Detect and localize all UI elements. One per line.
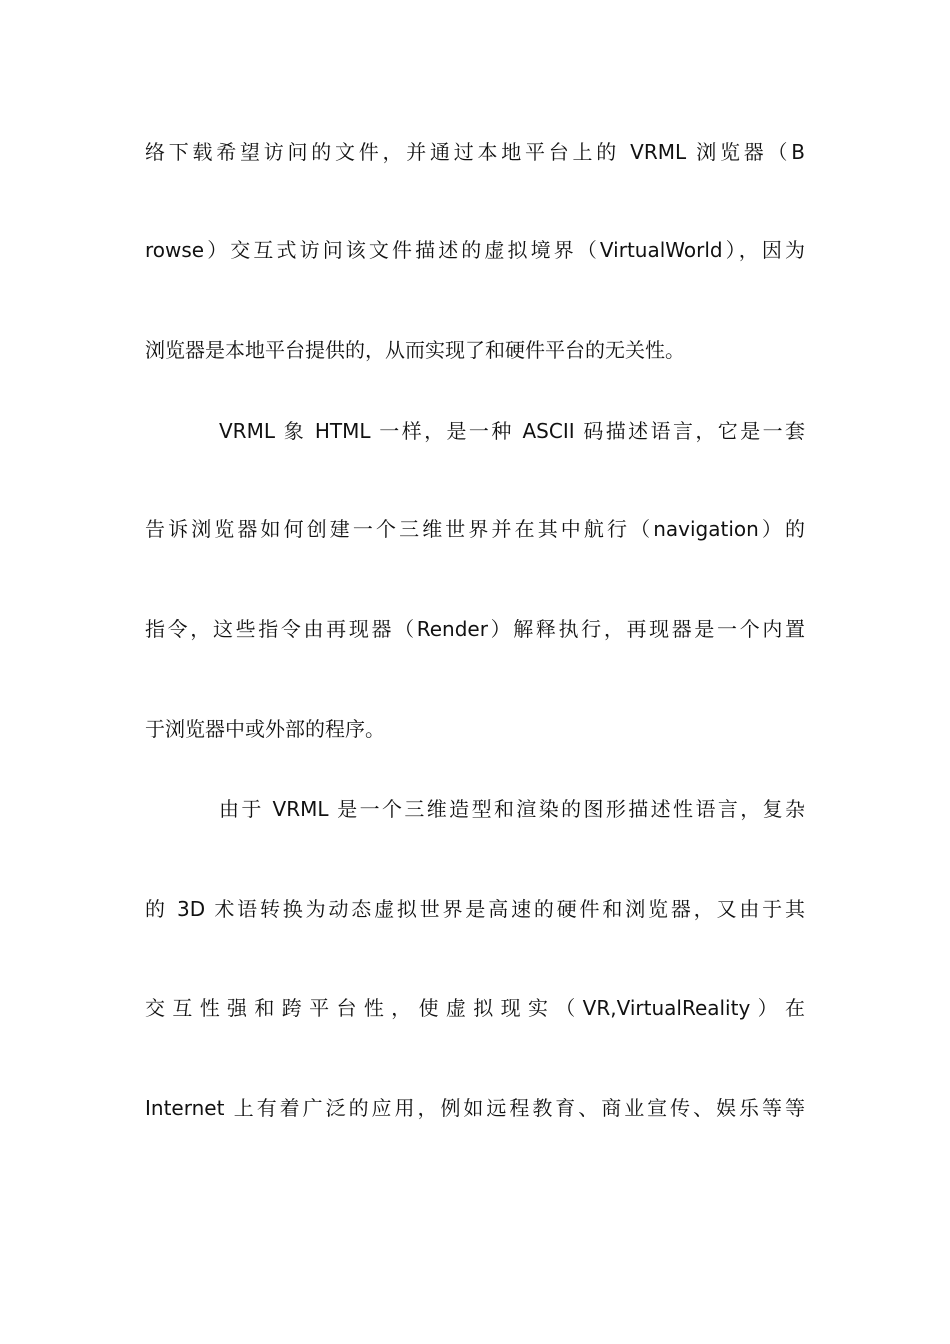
paragraph-line-3: 浏览器是本地平台提供的，从而实现了和硬件平台的无关性。 [145, 338, 685, 362]
paragraph-line-2: rowse）交互式访问该文件描述的虚拟境界（VirtualWorld），因为 [145, 238, 805, 262]
paragraph-line-4: VRML 象 HTML 一样，是一种 ASCII 码描述语言，它是一套 [219, 419, 805, 443]
paragraph-line-1: 络下载希望访问的文件，并通过本地平台上的 VRML 浏览器（B [145, 140, 805, 164]
paragraph-line-11: Internet 上有着广泛的应用，例如远程教育、商业宣传、娱乐等等 [145, 1096, 805, 1120]
paragraph-line-8: 由于 VRML 是一个三维造型和渲染的图形描述性语言，复杂 [219, 797, 805, 821]
paragraph-line-10: 交互性强和跨平台性，使虚拟现实（VR,VirtualReality）在 [145, 996, 805, 1020]
paragraph-line-6: 指令，这些指令由再现器（Render）解释执行，再现器是一个内置 [145, 617, 805, 641]
paragraph-line-7: 于浏览器中或外部的程序。 [145, 717, 385, 741]
paragraph-line-9: 的 3D 术语转换为动态虚拟世界是高速的硬件和浏览器，又由于其 [145, 897, 805, 921]
paragraph-line-5: 告诉浏览器如何创建一个三维世界并在其中航行（navigation）的 [145, 517, 805, 541]
